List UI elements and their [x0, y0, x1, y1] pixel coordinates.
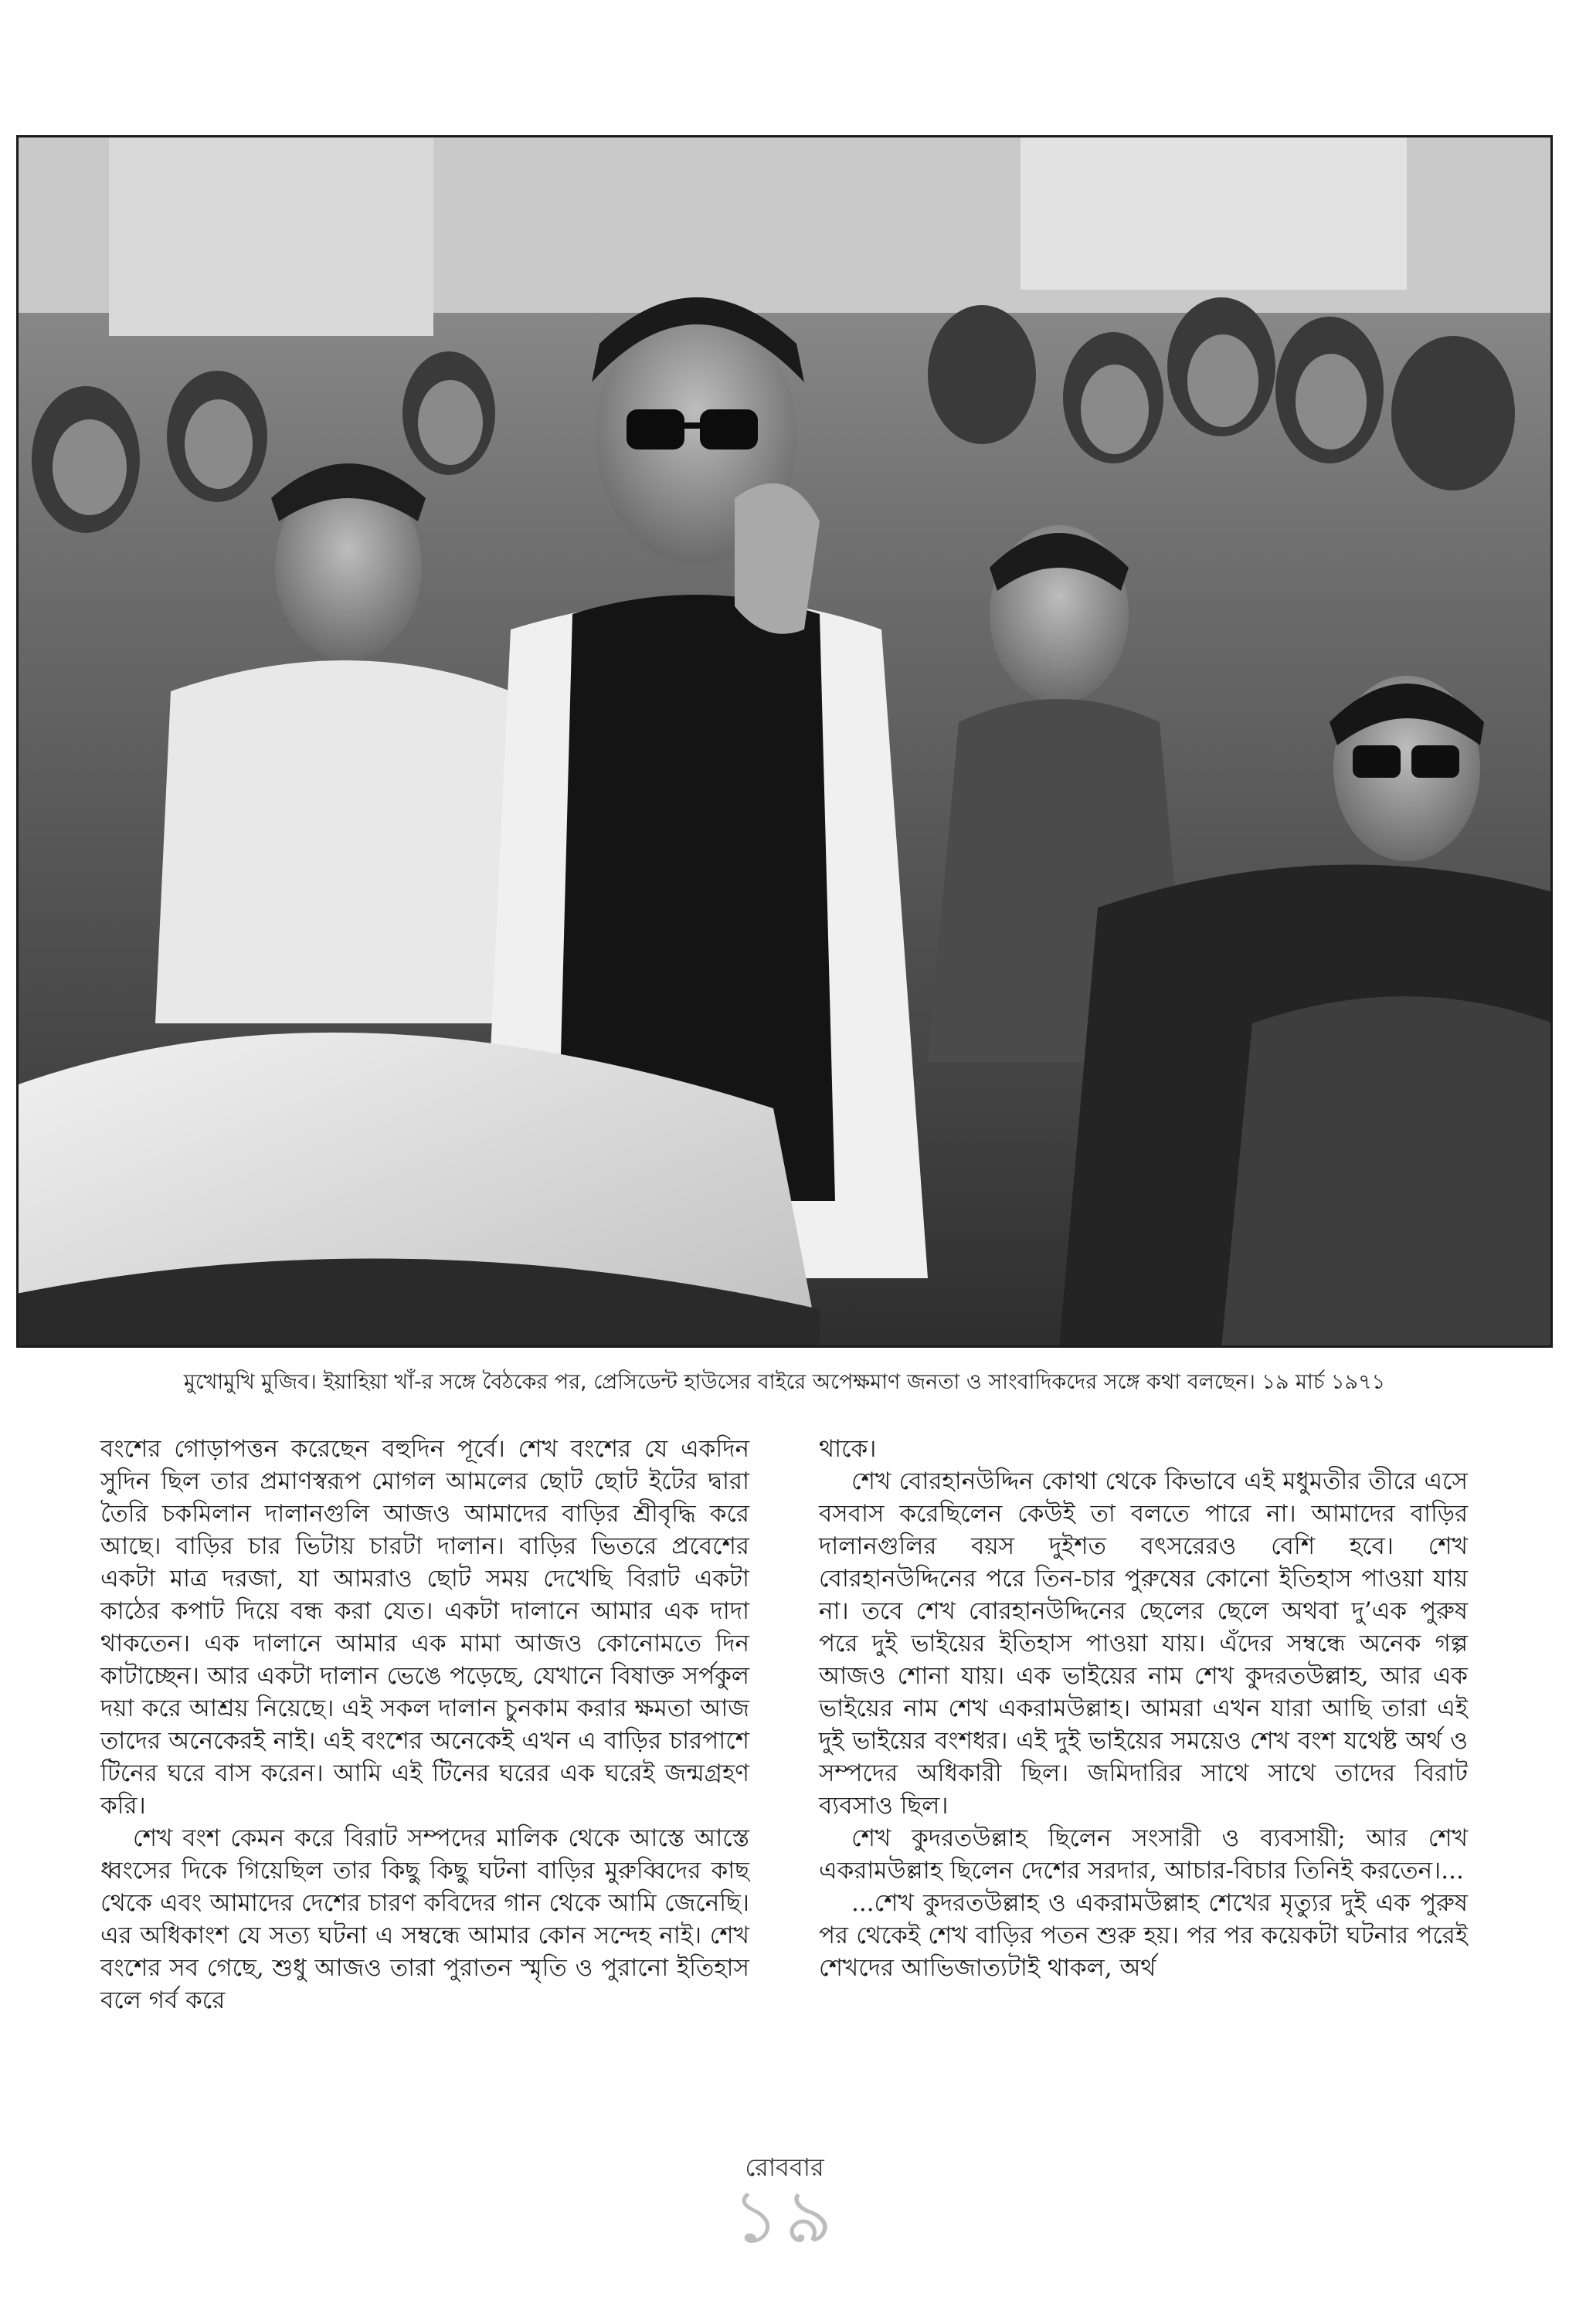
- crowd-photograph: [16, 135, 1553, 1348]
- photo-caption: মুখোমুখি মুজিব। ইয়াহিয়া খাঁ-র সঙ্গে বৈঠকের পর, প্রেসিডেন্ট হাউসের বাইরে অপেক্ষমাণ জনতা ও সাংবাদিকদের সঙ্গে কথা বলছেন। ১৯ মার্চ ১৯৭১: [183, 1370, 1386, 1394]
- photo-illustration: [16, 135, 1553, 1348]
- paragraph: শেখ বোরহানউদ্দিন কোথা থেকে কিভাবে এই মধুমতীর তীরে এসে বসবাস করেছিলেন কেউই তা বলতে পারে না। আমাদের বাড়ির দালানগুলির বয়স দুইশত বৎসরেরও বেশি হবে। শেখ বোরহানউদ্দিনের পরে তিন-চার পুরুষের কোনো ইতিহাস পাওয়া যায় না। তবে শেখ বোরহানউদ্দিনের ছেলের ছেলে অথবা দু’এক পুরুষ পরে দুই ভাইয়ের ইতিহাস পাওয়া যায়। এঁদের সম্বন্ধে অনেক গল্প আজও শোনা যায়। এক ভাইয়ের নাম শেখ কুদরতউল্লাহ, আর এক ভাইয়ের নাম শেখ একরামউল্লাহ। আমরা এখন যারা আছি তারা এই দুই ভাইয়ের বংশধর। এই দুই ভাইয়ের সময়েও শেখ বংশ যথেষ্ট অর্থ ও সম্পদের অধিকারী ছিল। জমিদারির সাথে সাথে তাদের বিরাট ব্যবসাও ছিল।: [819, 1467, 1468, 1820]
- paragraph: শেখ কুদরতউল্লাহ ছিলেন সংসারী ও ব্যবসায়ী; আর শেখ একরামউল্লাহ ছিলেন দেশের সরদার, আচার-বিচার তিনিই করতেন।...: [819, 1824, 1468, 1885]
- column-right: [819, 1433, 1468, 2112]
- column-left: [100, 1433, 749, 2112]
- article-body: [100, 1433, 1468, 2112]
- magazine-name: রোববার: [745, 2153, 824, 2182]
- paragraph: থাকে।: [819, 1435, 877, 1463]
- paragraph: ...শেখ কুদরতউল্লাহ ও একরামউল্লাহ শেখের মৃত্যুর দুই এক পুরুষ পর থেকেই শেখ বাড়ির পতন শুরু হয়। পর পর কয়েকটা ঘটনার পরেই শেখদের আভিজাত্যটাই থাকল, অর্থ: [819, 1889, 1468, 1982]
- page-number: ১৯: [732, 2173, 837, 2260]
- paragraph: বংশের গোড়াপত্তন করেছেন বহুদিন পূর্বে। শেখ বংশের যে একদিন সুদিন ছিল তার প্রমাণস্বরূপ মোগল আমলের ছোট ছোট ইটের দ্বারা তৈরি চকমিলান দালানগুলি আজও আমাদের বাড়ির শ্রীবৃদ্ধি করে আছে। বাড়ির চার ভিটায় চারটা দালান। বাড়ির ভিতরে প্রবেশের একটা মাত্র দরজা, যা আমরাও ছোট সময় দেখেছি বিরাট একটা কাঠের কপাট দিয়ে বন্ধ করা যেত। একটা দালানে আমার এক দাদা থাকতেন। এক দালানে আমার এক মামা আজও কোনোমতে দিন কাটাচ্ছেন। আর একটা দালান ভেঙে পড়েছে, যেখানে বিষাক্ত সর্পকুল দয়া করে আশ্রয় নিয়েছে। এই সকল দালান চুনকাম করার ক্ষমতা আজ তাদের অনেকেরই নাই। এই বংশের অনেকেই এখন এ বাড়ির চারপাশে টিনের ঘরে বাস করেন। আমি এই টিনের ঘরের এক ঘরেই জন্মগ্রহণ করি।: [100, 1435, 749, 1820]
- paragraph: শেখ বংশ কেমন করে বিরাট সম্পদের মালিক থেকে আস্তে আস্তে ধ্বংসের দিকে গিয়েছিল তার কিছু কিছু ঘটনা বাড়ির মুরুব্বিদের কাছ থেকে এবং আমাদের দেশের চারণ কবিদের গান থেকে আমি জেনেছি। এর অধিকাংশ যে সত্য ঘটনা এ সম্বন্ধে আমার কোন সন্দেহ নাই। শেখ বংশের সব গেছে, শুধু আজও তারা পুরাতন স্মৃতি ও পুরানো ইতিহাস বলে গর্ব করে: [100, 1824, 749, 2014]
